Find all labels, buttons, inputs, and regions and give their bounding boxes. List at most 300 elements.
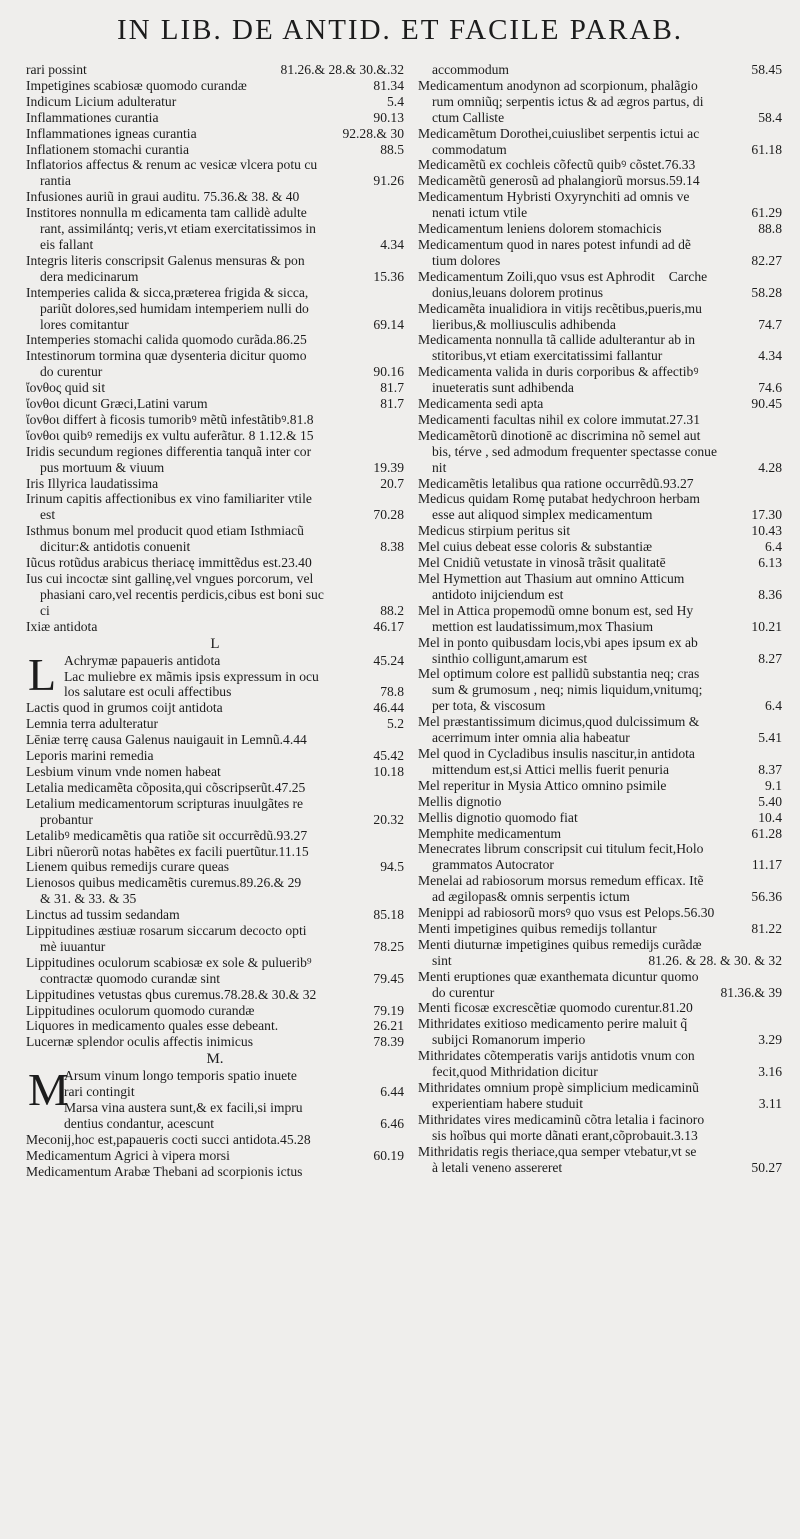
index-entry bbox=[26, 269, 404, 285]
index-entry bbox=[418, 364, 782, 380]
index-entry bbox=[418, 1064, 782, 1080]
index-entry bbox=[418, 953, 782, 969]
entry-text: sum & grumosum , neq; nimis liquidum,vnitumq; bbox=[432, 682, 703, 698]
entry-text: sint bbox=[432, 952, 452, 968]
index-entry bbox=[26, 859, 404, 875]
index-entry bbox=[418, 428, 782, 444]
entries-m-right bbox=[418, 62, 782, 1175]
entry-page-ref: 4.34 bbox=[380, 236, 404, 252]
entries-l-drop bbox=[26, 648, 404, 701]
index-entry bbox=[26, 716, 404, 732]
entry-page-ref: 88.2 bbox=[380, 602, 404, 618]
index-entry bbox=[418, 237, 782, 253]
entry-text: Iũcus rotũdus arabicus theriacę immittẽdus est.23.40 bbox=[26, 555, 312, 571]
entry-page-ref: 4.34 bbox=[758, 348, 782, 364]
index-entry bbox=[418, 460, 782, 476]
entry-page-ref: 10.43 bbox=[751, 523, 782, 539]
entry-text: Mel in ponto quibusdam locis,vbi apes ipsum ex ab bbox=[418, 634, 698, 650]
entry-text: accommodum bbox=[432, 62, 510, 77]
index-entry bbox=[26, 764, 404, 780]
entry-text: Impetigines scabiosæ quomodo curandæ bbox=[26, 77, 247, 93]
entry-text: mè iuuantur bbox=[40, 938, 106, 954]
entry-text: Lucernæ splendor oculis affectis inimicus bbox=[26, 1034, 254, 1050]
index-entry bbox=[418, 1000, 782, 1016]
entry-page-ref: 69.14 bbox=[373, 316, 404, 332]
entry-text: Medicamenti facultas nihil ex colore immutat.27.31 bbox=[418, 411, 700, 427]
index-entry bbox=[26, 205, 404, 221]
entry-page-ref: 85.18 bbox=[373, 907, 404, 923]
index-entry bbox=[418, 380, 782, 396]
index-entry bbox=[26, 412, 404, 428]
entry-text: Menti diuturnæ impetigines quibus remedijs curãdæ bbox=[418, 936, 702, 952]
index-entry bbox=[418, 269, 782, 285]
entry-text: antidoto inijciendum est bbox=[432, 586, 564, 602]
entries-l bbox=[26, 700, 404, 1050]
index-entry bbox=[26, 110, 404, 126]
index-entry bbox=[418, 1096, 782, 1112]
entry-text: Mel in Attica propemodũ omne bonum est, sed Hy bbox=[418, 602, 694, 618]
index-entry bbox=[418, 889, 782, 905]
index-entry bbox=[418, 555, 782, 571]
entry-text: sinthio colligunt,amarum est bbox=[432, 650, 588, 666]
entry-page-ref: 56.36 bbox=[751, 889, 782, 905]
entry-text: Lippitudines oculorum quomodo curandæ bbox=[26, 1002, 255, 1018]
entry-text: rantia bbox=[40, 173, 71, 189]
index-entry bbox=[418, 587, 782, 603]
entry-text: Arsum vinum longo temporis spatio inuete bbox=[64, 1068, 297, 1084]
entry-page-ref: 78.39 bbox=[373, 1034, 404, 1050]
entry-text: Lesbium vinum vnde nomen habeat bbox=[26, 763, 221, 779]
index-entry bbox=[26, 396, 404, 412]
entry-text: Menippi ad rabiosorũ morsꝰ quo vsus est Pelops.56.30 bbox=[418, 905, 715, 921]
entry-text: lieribus,& molliusculis adhibenda bbox=[432, 316, 616, 332]
entry-page-ref: 3.16 bbox=[758, 1064, 782, 1080]
index-entry bbox=[26, 1148, 404, 1164]
index-entry bbox=[26, 78, 404, 94]
entry-page-ref: 26.21 bbox=[373, 1018, 404, 1034]
index-entry bbox=[418, 110, 782, 126]
index-entry bbox=[26, 619, 404, 635]
index-entry bbox=[418, 619, 782, 635]
index-entry bbox=[26, 1084, 404, 1100]
index-entry bbox=[418, 444, 782, 460]
entry-page-ref: 5.41 bbox=[758, 730, 782, 746]
index-entry bbox=[26, 539, 404, 555]
index-entry bbox=[26, 491, 404, 507]
entry-text: Mel reperitur in Mysia Attico omnino psimile bbox=[418, 777, 667, 793]
entry-page-ref: 60.19 bbox=[373, 1147, 404, 1163]
index-entry bbox=[26, 1116, 404, 1132]
index-entry bbox=[26, 173, 404, 189]
index-entry bbox=[418, 666, 782, 682]
drop-cap-m: M bbox=[28, 1064, 69, 1116]
index-entry bbox=[26, 1100, 404, 1116]
entry-page-ref: 5.2 bbox=[387, 716, 404, 732]
entry-page-ref: 11.17 bbox=[751, 857, 782, 873]
entry-text: dicitur:& antidotis conuenit bbox=[40, 539, 191, 555]
entry-text: Memphite medicamentum bbox=[418, 825, 562, 841]
entry-text: rari contingit bbox=[64, 1084, 135, 1100]
index-entry bbox=[26, 301, 404, 317]
entry-text: Intestinorum tormina quæ dysenteria dicitur quomo bbox=[26, 348, 307, 364]
entry-page-ref: 81.7 bbox=[380, 380, 404, 396]
index-entry bbox=[26, 828, 404, 844]
index-entry bbox=[418, 253, 782, 269]
entry-text: Lactis quod in grumos coijt antidota bbox=[26, 700, 223, 716]
entry-page-ref: 10.4 bbox=[758, 809, 782, 825]
entry-page-ref: 6.46 bbox=[380, 1116, 404, 1131]
index-entry bbox=[26, 332, 404, 348]
entry-text: los salutare est oculi affectibus bbox=[64, 684, 232, 700]
entry-page-ref: 58.28 bbox=[751, 284, 782, 300]
entry-text: pus mortuum & viuum bbox=[40, 459, 165, 475]
entry-text: do curentur bbox=[432, 984, 495, 1000]
drop-cap-block-m bbox=[26, 1064, 404, 1132]
entry-text: ἴονθοι dicunt Græci,Latini varum bbox=[26, 396, 208, 412]
entry-text: Medicamenta nonnulla tã callide adulterantur ab in bbox=[418, 332, 696, 348]
entry-page-ref: 45.42 bbox=[373, 748, 404, 764]
entry-page-ref: 4.28 bbox=[758, 459, 782, 475]
entry-text: Liquores in medicamento quales esse debeant. bbox=[26, 1018, 279, 1034]
index-entry bbox=[26, 603, 404, 619]
index-entry bbox=[26, 939, 404, 955]
entry-text: Mel præstantissimum dicimus,quod dulcissimum & bbox=[418, 714, 700, 730]
index-entry bbox=[26, 875, 404, 891]
entry-page-ref: 79.45 bbox=[373, 970, 404, 986]
entry-text: Medicamẽta inualidiora in vitijs recẽtibus,pueris,mu bbox=[418, 300, 702, 316]
index-entry bbox=[418, 317, 782, 333]
entry-text: Lippitudines oculorum scabiosæ ex sole & puluerib⁹ bbox=[26, 954, 312, 970]
entry-page-ref: 81.34 bbox=[373, 77, 404, 93]
entry-text: Medicamẽtis letalibus qua ratione occurrẽdũ.93.27 bbox=[418, 475, 694, 491]
index-entry bbox=[418, 1160, 782, 1176]
entry-text: Medicus stirpium peritus sit bbox=[418, 523, 571, 539]
entry-page-ref: 79.19 bbox=[373, 1002, 404, 1018]
entry-text: Menecrates librum conscripsit cui titulum fecit,Holo bbox=[418, 841, 704, 857]
index-entry bbox=[26, 348, 404, 364]
index-entry bbox=[26, 907, 404, 923]
index-entry bbox=[26, 157, 404, 173]
index-entry bbox=[418, 714, 782, 730]
entry-page-ref: 90.13 bbox=[373, 109, 404, 125]
entry-text: Menti eruptiones quæ exanthemata dicuntur quomo bbox=[418, 968, 699, 984]
entry-text: Medicamentum leniens dolorem stomachicis bbox=[418, 221, 662, 237]
index-entry bbox=[418, 1112, 782, 1128]
index-entry bbox=[418, 1144, 782, 1160]
entry-text: ctum Calliste bbox=[432, 109, 505, 125]
index-entry bbox=[418, 841, 782, 857]
entry-text: Iris Illyrica laudatissima bbox=[26, 475, 159, 491]
entry-page-ref: 50.27 bbox=[751, 1159, 782, 1175]
entry-text: Medicamentum quod in nares potest infundi ad dẽ bbox=[418, 236, 691, 252]
index-entry bbox=[26, 684, 404, 700]
entry-page-ref: 10.21 bbox=[751, 618, 782, 634]
entry-text: Medicamentum anodynon ad scorpionum, phalãgio bbox=[418, 77, 698, 93]
entry-page-ref: 5.40 bbox=[758, 793, 782, 809]
entry-text: Institores nonnulla m edicamenta tam callidè adulte bbox=[26, 205, 307, 221]
index-entry bbox=[418, 730, 782, 746]
entry-text: Medicamentum Arabæ Thebani ad scorpionis ictus bbox=[26, 1163, 303, 1179]
entry-text: Mithridates cõtemperatis varijs antidotis vnum con bbox=[418, 1048, 695, 1064]
index-entry bbox=[418, 332, 782, 348]
entry-text: tium dolores bbox=[432, 252, 501, 268]
index-entry bbox=[418, 857, 782, 873]
index-entry bbox=[26, 555, 404, 571]
index-entry bbox=[26, 507, 404, 523]
entry-text: Medicamẽtũ ex cochleis cõfectũ quibꝰ cõstet.76.33 bbox=[418, 157, 696, 173]
index-entry bbox=[26, 428, 404, 444]
entry-text: Infusiones auriũ in graui auditu. 75.36.& 38. & 40 bbox=[26, 189, 300, 205]
index-entry bbox=[26, 700, 404, 716]
entry-text: Lemnia terra adulteratur bbox=[26, 716, 159, 732]
entry-page-ref: 61.28 bbox=[751, 825, 782, 841]
entry-text: est bbox=[40, 507, 56, 523]
drop-cap-block-l bbox=[26, 648, 404, 701]
entry-page-ref: 19.39 bbox=[373, 459, 404, 475]
entry-text: per tota, & viscosum bbox=[432, 698, 546, 714]
entry-text: rant, assimilántq; veris,vt etiam exercitatissimos in bbox=[40, 221, 316, 237]
entry-text: Menti impetigines quibus remedijs tollantur bbox=[418, 920, 657, 936]
index-entry bbox=[418, 78, 782, 94]
index-entry bbox=[26, 237, 404, 253]
index-entry bbox=[26, 780, 404, 796]
entry-page-ref: 91.26 bbox=[373, 173, 404, 189]
entry-text: Menelai ad rabiosorum morsus remedum efficax. Itẽ bbox=[418, 873, 704, 889]
entry-text: Letalium medicamentorum scripturas inuulgãtes re bbox=[26, 795, 304, 811]
entry-page-ref: 8.36 bbox=[758, 586, 782, 602]
entry-text: Libri nũerorũ notas habẽtes ex facili puertũtur.11.15 bbox=[26, 843, 309, 859]
entry-page-ref: 58.45 bbox=[751, 62, 782, 77]
index-entry bbox=[418, 142, 782, 158]
index-entry bbox=[26, 62, 404, 78]
entry-text: fecit,quod Mithridation dicitur bbox=[432, 1064, 598, 1080]
index-entry bbox=[26, 444, 404, 460]
entry-text: Medicamenta valida in duris corporibus & affectibꝰ bbox=[418, 364, 699, 380]
entry-page-ref: 81.26. & 28. & 30. & 32 bbox=[648, 952, 782, 968]
entry-page-ref: 17.30 bbox=[751, 507, 782, 523]
index-entry bbox=[26, 653, 404, 669]
entry-text: lores comitantur bbox=[40, 316, 129, 332]
index-entry bbox=[26, 987, 404, 1003]
entry-text: Lippitudines vetustas qbus curemus.78.28.& 30.& 32 bbox=[26, 986, 317, 1002]
index-entry bbox=[418, 985, 782, 1001]
entry-page-ref: 8.38 bbox=[380, 539, 404, 555]
index-entry bbox=[26, 844, 404, 860]
entry-text: Letalibꝰ medicamẽtis qua ratiõe sit occurrẽdũ.93.27 bbox=[26, 827, 308, 843]
page-header: IN LIB. DE ANTID. ET FACILE PARAB. bbox=[116, 14, 684, 46]
entry-text: Mellis dignotio bbox=[418, 793, 502, 809]
entry-text: pariũt dolores,sed humidam intemperiem nulli do bbox=[40, 300, 309, 316]
entry-text: stitoribus,vt etiam exercitatissimi fallantur bbox=[432, 348, 663, 364]
index-entry bbox=[26, 923, 404, 939]
left-column bbox=[26, 62, 404, 1180]
index-entry bbox=[26, 1068, 404, 1084]
index-entry bbox=[26, 796, 404, 812]
index-entry bbox=[26, 285, 404, 301]
index-entry bbox=[418, 905, 782, 921]
entry-text: Mithridates exitioso medicamento perire maluit q̃ bbox=[418, 1016, 688, 1032]
index-entry bbox=[418, 476, 782, 492]
entry-page-ref: 74.6 bbox=[758, 380, 782, 396]
entry-text: Mithridates omnium propè simplicium medicaminũ bbox=[418, 1080, 699, 1095]
index-entry bbox=[26, 364, 404, 380]
entry-text: Lēniæ terrę causa Galenus nauigauit in Lemnũ.4.44 bbox=[26, 732, 307, 748]
entry-page-ref: 88.8 bbox=[758, 221, 782, 237]
section-letter-m: M. bbox=[206, 1051, 224, 1068]
index-entry bbox=[26, 476, 404, 492]
entry-text: ἴονθος quid sit bbox=[26, 380, 106, 396]
entry-page-ref: 6.4 bbox=[765, 539, 782, 555]
index-entry bbox=[418, 285, 782, 301]
entry-text: Mellis dignotio quomodo fiat bbox=[418, 809, 578, 825]
entry-text: dentius condantur, acescunt bbox=[64, 1116, 215, 1131]
index-entry bbox=[26, 380, 404, 396]
entry-text: Medicamentum Hybristi Oxyrynchiti ad omnis ve bbox=[418, 189, 690, 205]
index-entry bbox=[418, 794, 782, 810]
entry-text: Mel Cnidiũ vetustate in vinosã trãsit qualitatē bbox=[418, 555, 666, 571]
entry-text: Medicamẽtũ generosũ ad phalangiorũ morsus.59.14 bbox=[418, 173, 700, 189]
entry-text: acerrimum inter omnia alia habeatur bbox=[432, 730, 630, 746]
index-entry bbox=[26, 1164, 404, 1180]
entry-page-ref: 46.44 bbox=[373, 700, 404, 716]
entry-text: Menti ficosæ excrescẽtiæ quomodo curentur.81.20 bbox=[418, 1000, 693, 1016]
entry-text: Mel Hymettion aut Thasium aut omnino Atticum bbox=[418, 571, 685, 586]
entry-text: ad ægilopas& omnis serpentis ictum bbox=[432, 889, 630, 905]
index-entry bbox=[26, 955, 404, 971]
index-entry bbox=[418, 682, 782, 698]
index-entry bbox=[26, 1034, 404, 1050]
entry-page-ref: 3.29 bbox=[758, 1032, 782, 1048]
entry-text: Inflationem stomachi curantia bbox=[26, 141, 190, 157]
entry-text: Irinum capitis affectionibus ex vino familiariter vtile bbox=[26, 491, 312, 507]
entry-text: do curentur bbox=[40, 364, 103, 380]
index-entry bbox=[418, 396, 782, 412]
entry-text: Mel optimum colore est pallidũ substantia neq; cras bbox=[418, 666, 700, 682]
entry-text: à letali veneno assereret bbox=[432, 1159, 563, 1175]
index-entry bbox=[418, 762, 782, 778]
entry-text: Inflammationes curantia bbox=[26, 109, 159, 125]
index-entry bbox=[418, 1128, 782, 1144]
index-entry bbox=[418, 539, 782, 555]
index-entry bbox=[26, 94, 404, 110]
index-entry bbox=[418, 523, 782, 539]
entry-text: Integris literis conscripsit Galenus mensuras & pon bbox=[26, 252, 305, 268]
index-entry bbox=[418, 810, 782, 826]
index-entry bbox=[26, 221, 404, 237]
entry-text: Letalia medicamẽta cõposita,qui cõscripserũt.47.25 bbox=[26, 779, 306, 795]
entries-m bbox=[26, 1132, 404, 1180]
index-entry bbox=[418, 921, 782, 937]
index-entry bbox=[418, 746, 782, 762]
entry-text: Lienosos quibus medicamẽtis curemus.89.26.& 29 bbox=[26, 875, 302, 891]
right-column bbox=[418, 62, 782, 1175]
entry-page-ref: 6.44 bbox=[380, 1084, 404, 1100]
index-entry bbox=[418, 221, 782, 237]
entry-text: Intemperies stomachi calida quomodo curãda.86.25 bbox=[26, 332, 307, 348]
index-entry bbox=[418, 491, 782, 507]
index-entry bbox=[26, 1132, 404, 1148]
entry-text: contractæ quomodo curandæ sint bbox=[40, 970, 221, 986]
index-entry bbox=[418, 507, 782, 523]
index-entry bbox=[418, 412, 782, 428]
index-entry bbox=[418, 189, 782, 205]
index-entry bbox=[418, 94, 782, 110]
index-entry bbox=[418, 173, 782, 189]
entry-text: ἴονθοι quibꝰ remedijs ex vultu auferãtur. 8 1.12.& 15 bbox=[26, 427, 314, 443]
entry-page-ref: 92.28.& 30 bbox=[342, 125, 404, 141]
index-entry bbox=[418, 62, 782, 78]
entry-page-ref: 61.18 bbox=[751, 141, 782, 157]
entry-page-ref: 10.18 bbox=[373, 763, 404, 779]
index-entry bbox=[26, 971, 404, 987]
entry-page-ref: 74.7 bbox=[758, 316, 782, 332]
index-entry bbox=[418, 826, 782, 842]
entry-text: Ixiæ antidota bbox=[26, 618, 98, 634]
entry-text: Medicamenta sedi apta bbox=[418, 396, 544, 412]
entry-text: ci bbox=[40, 602, 50, 618]
index-entry bbox=[418, 873, 782, 889]
index-entry bbox=[418, 778, 782, 794]
entry-page-ref: 8.27 bbox=[758, 650, 782, 666]
entry-text: Mel quod in Cycladibus insulis nascitur,in antidota bbox=[418, 745, 695, 761]
entry-page-ref: 81.26.& 28.& 30.&.32 bbox=[280, 62, 404, 77]
index-entry bbox=[418, 301, 782, 317]
entry-text: sis hoĩbus qui morte dãnati erant,cõprobauit.3.13 bbox=[432, 1127, 698, 1143]
index-entry bbox=[26, 126, 404, 142]
entry-page-ref: 88.5 bbox=[380, 141, 404, 157]
entry-text: Inflammationes igneas curantia bbox=[26, 125, 197, 141]
index-entry bbox=[418, 348, 782, 364]
entry-text: Iridis secundum regiones differentia tanquã inter cor bbox=[26, 443, 312, 459]
index-entry bbox=[26, 571, 404, 587]
entry-text: experientiam habere studuit bbox=[432, 1095, 583, 1111]
entry-text: Medicamentum Agrici à vipera morsi bbox=[26, 1147, 230, 1163]
index-entry bbox=[26, 189, 404, 205]
entry-page-ref: 94.5 bbox=[380, 859, 404, 875]
index-entry bbox=[418, 937, 782, 953]
index-entry bbox=[26, 587, 404, 603]
entry-text: Lienem quibus remedijs curare queas bbox=[26, 859, 230, 875]
index-entry bbox=[418, 1032, 782, 1048]
entry-page-ref: 3.11 bbox=[758, 1095, 782, 1111]
entry-text: bis, térve , sed admodum frequenter spectasse conue bbox=[432, 443, 717, 459]
entry-page-ref: 90.16 bbox=[373, 364, 404, 380]
entry-text: Leporis marini remedia bbox=[26, 748, 154, 764]
index-entry bbox=[26, 669, 404, 685]
entry-text: Medicus quidam Romę putabat hedychroon herbam bbox=[418, 491, 700, 507]
entry-page-ref: 82.27 bbox=[751, 252, 782, 268]
entry-text: Mel cuius debeat esse coloris & substantiæ bbox=[418, 539, 653, 555]
entry-text: Linctus ad tussim sedandam bbox=[26, 907, 180, 923]
entry-text: subijci Romanorum imperio bbox=[432, 1032, 586, 1048]
entry-text: esse aut aliquod simplex medicamentum bbox=[432, 507, 653, 523]
index-entry bbox=[418, 1048, 782, 1064]
entry-text: eis fallant bbox=[40, 236, 94, 252]
entry-text: Ius cui incoctæ sint gallinę,vel vngues porcorum, vel bbox=[26, 571, 314, 586]
entry-text: rari possint bbox=[26, 62, 87, 77]
entry-page-ref: 78.8 bbox=[380, 684, 404, 700]
index-entry bbox=[418, 126, 782, 142]
entry-text: Marsa vina austera sunt,& ex facili,si impru bbox=[64, 1100, 303, 1116]
entry-text: Medicamẽtorũ dinotionē ac discrimina nõ semel aut bbox=[418, 427, 701, 443]
index-entry bbox=[26, 460, 404, 476]
entry-page-ref: 20.32 bbox=[373, 811, 404, 827]
entry-text: rum omniũq; serpentis ictus & ad ægros partus, di bbox=[432, 93, 704, 109]
entry-page-ref: 9.1 bbox=[765, 777, 782, 793]
entries-i bbox=[26, 62, 404, 635]
entry-page-ref: 81.36.& 39 bbox=[720, 984, 782, 1000]
index-entry bbox=[418, 571, 782, 587]
